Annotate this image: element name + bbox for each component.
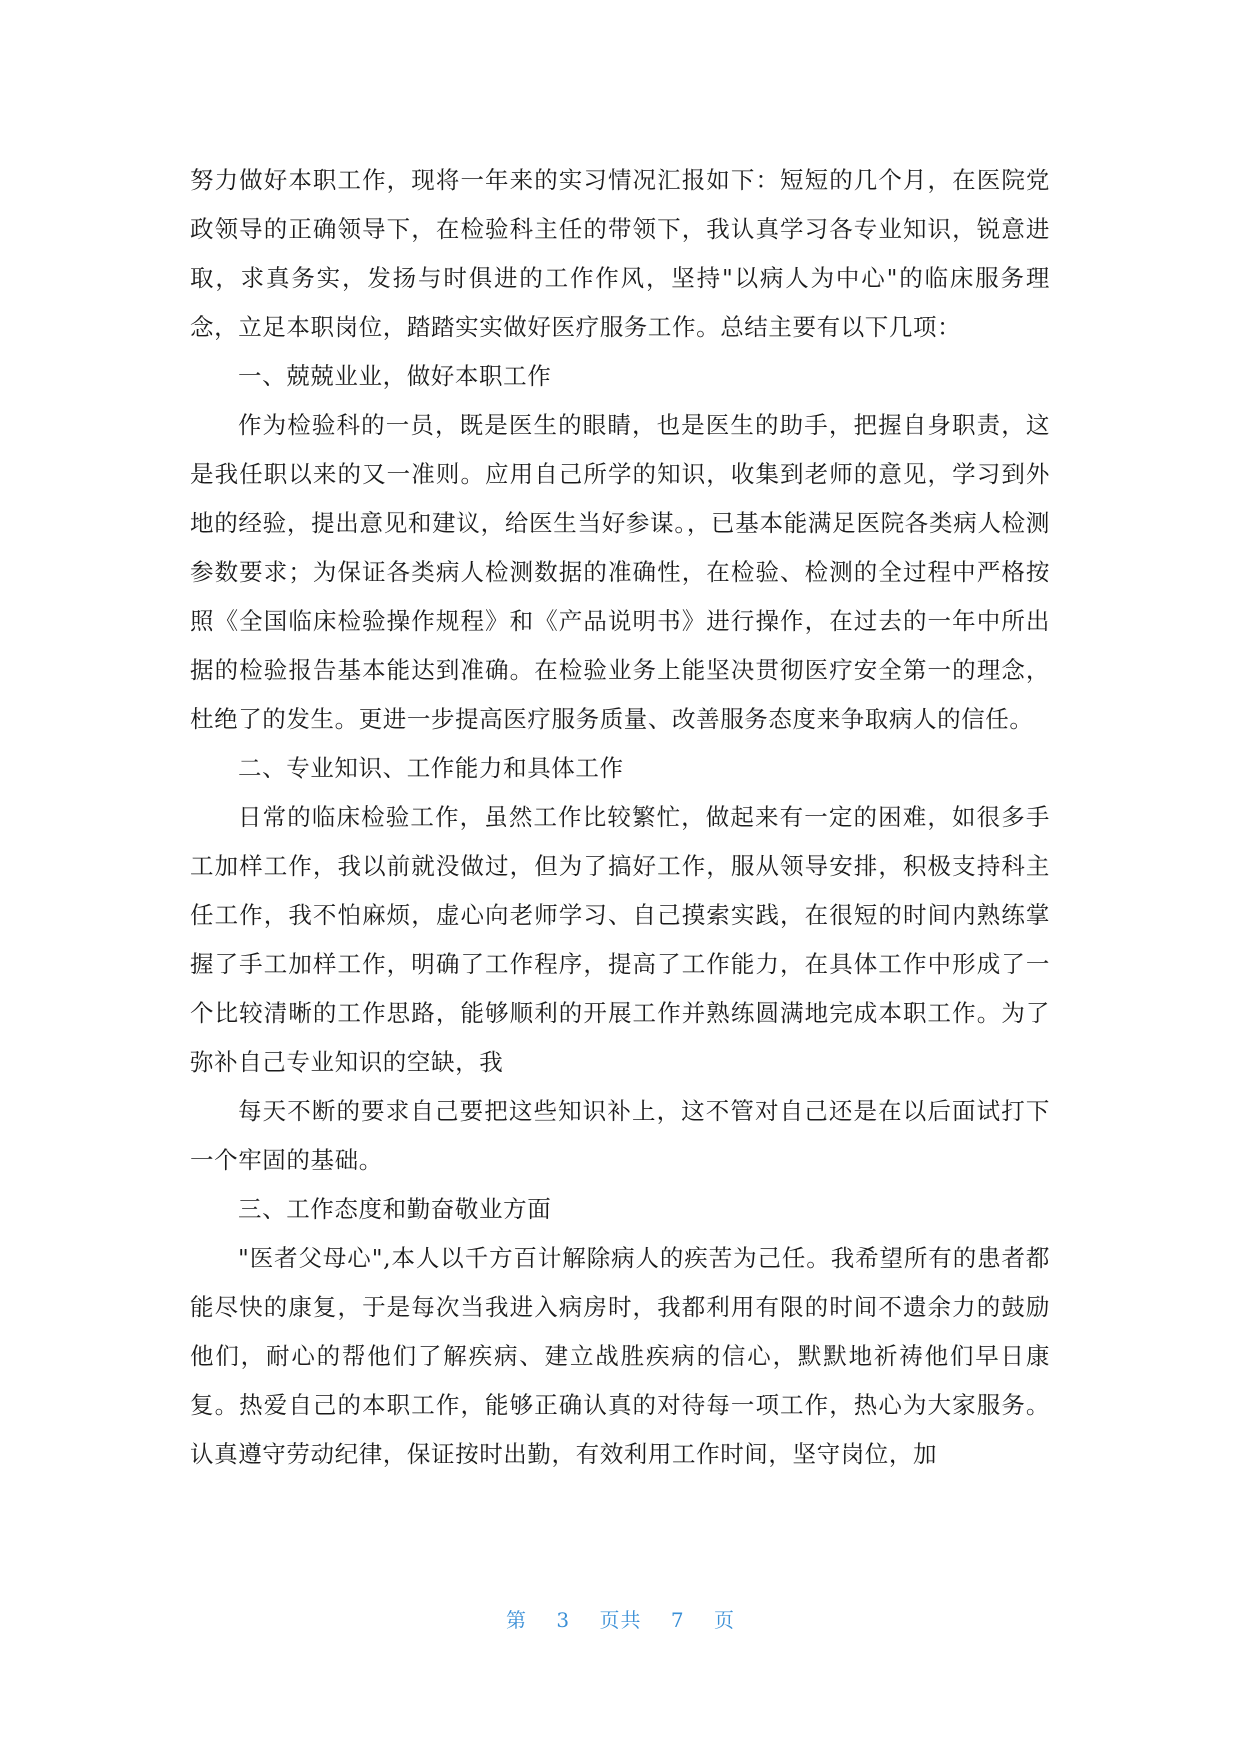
- paragraph: 日常的临床检验工作，虽然工作比较繁忙，做起来有一定的困难，如很多手工加样工作，我以前就没做过，但为了搞好工作，服从领导安排，积极支持科主任工作，我不怕麻烦，虚心向老师学习、自己摸索实践，在很短的时间内熟练掌握了手工加样工作，明确了工作程序，提高了工作能力，在具体工作中形成了一个比较清晰的工作思路，能够顺利的开展工作并熟练圆满地完成本职工作。为了弥补自己专业知识的空缺，我: [190, 803, 1050, 1076]
- paragraph: "医者父母心",本人以千方百计解除病人的疾苦为己任。我希望所有的患者都能尽快的康复，于是每次当我进入病房时，我都利用有限的时间不遗余力的鼓励他们，耐心的帮他们了解疾病、建立战胜疾病的信心，默默地祈祷他们早日康复。热爱自己的本职工作，能够正确认真的对待每一项工作，热心为大家服务。认真遵守劳动纪律，保证按时出勤，有效利用工作时间，坚守岗位，加: [190, 1244, 1050, 1468]
- page-footer: [0, 1604, 1241, 1633]
- section-heading: 三、工作态度和勤奋敬业方面: [238, 1195, 552, 1223]
- section-heading: 二、专业知识、工作能力和具体工作: [238, 754, 624, 782]
- footer-total-pages: 7: [670, 1608, 685, 1632]
- footer-current-page: 3: [556, 1608, 571, 1632]
- footer-label-page-end: 页: [713, 1608, 735, 1632]
- document-body: [190, 156, 1050, 1479]
- paragraph: 努力做好本职工作，现将一年来的实习情况汇报如下：短短的几个月，在医院党政领导的正确领导下，在检验科主任的带领下，我认真学习各专业知识，锐意进取，求真务实，发扬与时俱进的工作作风，坚持"以病人为中心"的临床服务理念，立足本职岗位，踏踏实实做好医疗服务工作。总结主要有以下几项：: [190, 166, 1050, 341]
- paragraph: 作为检验科的一员，既是医生的眼睛，也是医生的助手，把握自身职责，这是我任职以来的又一准则。应用自己所学的知识，收集到老师的意见，学习到外地的经验，提出意见和建议，给医生当好参谋。，已基本能满足医院各类病人检测参数要求；为保证各类病人检测数据的准确性，在检验、检测的全过程中严格按照《全国临床检验操作规程》和《产品说明书》进行操作，在过去的一年中所出据的检验报告基本能达到准确。在检验业务上能坚决贯彻医疗安全第一的理念，杜绝了的发生。更进一步提高医疗服务质量、改善服务态度来争取病人的信任。: [190, 411, 1050, 733]
- paragraph: 每天不断的要求自己要把这些知识补上，这不管对自己还是在以后面试打下一个牢固的基础。: [190, 1097, 1050, 1174]
- footer-label-page: 第: [506, 1608, 528, 1632]
- section-heading: 一、兢兢业业，做好本职工作: [238, 362, 552, 390]
- footer-label-of: 页共: [599, 1608, 642, 1632]
